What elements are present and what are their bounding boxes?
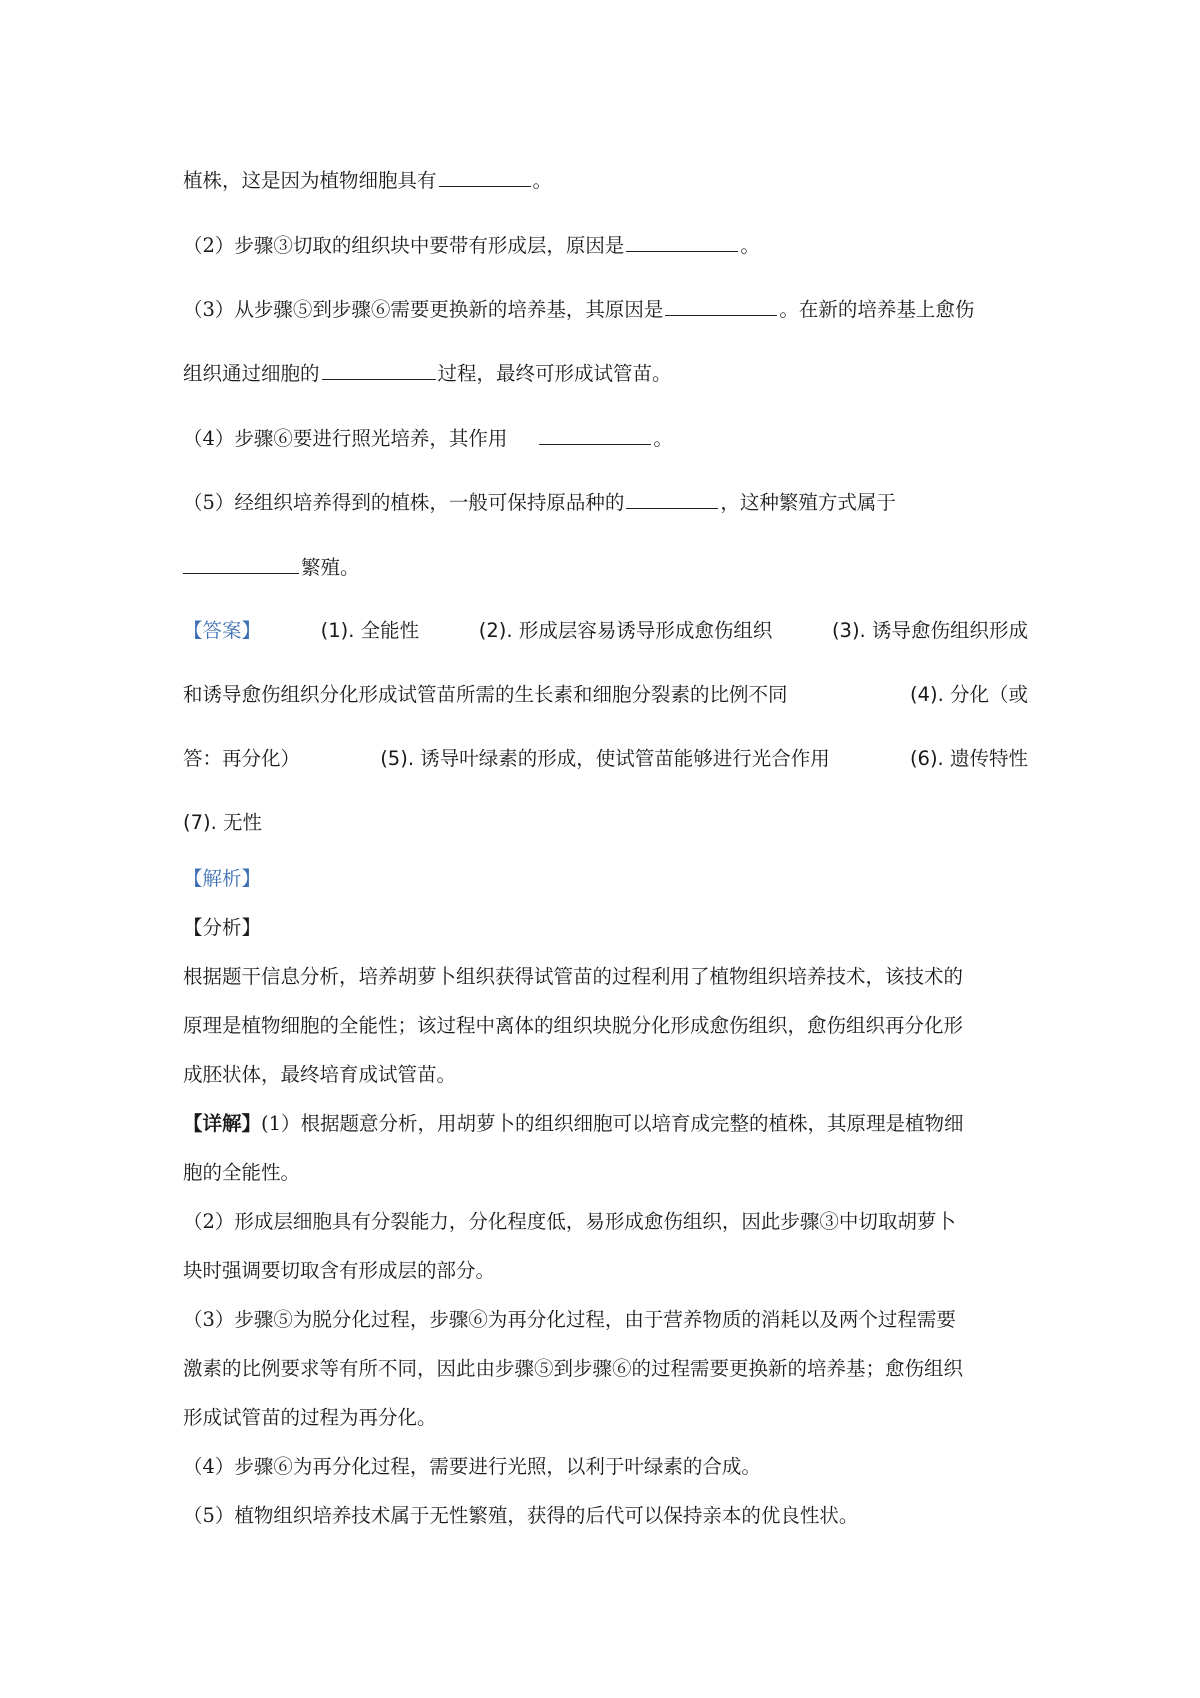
question-text: 组织通过细胞的 (183, 362, 320, 385)
analysis-tag: 【解析】 (183, 867, 262, 890)
xiangjie-line: 形成试管苗的过程为再分化。 (183, 1406, 437, 1429)
xiangjie-line: 胞的全能性。 (183, 1161, 301, 1184)
xiangjie-tag: 【详解】 (183, 1112, 262, 1135)
answer-blank (539, 424, 651, 445)
xiangjie-line: （3）步骤⑤为脱分化过程，步骤⑥为再分化过程，由于营养物质的消耗以及两个过程需要 (183, 1308, 956, 1331)
question-text: 。 (532, 169, 553, 192)
question-4 (183, 424, 1028, 453)
question-text: （3）从步骤⑤到步骤⑥需要更换新的培养基，其原因是 (183, 298, 664, 321)
question-5-line-2 (183, 553, 1028, 582)
question-3-line-2 (183, 359, 1028, 388)
xiangjie-first-line: 【详解】(1）根据题意分析，用胡萝卜的组织细胞可以培育成完整的植株，其原理是植物细 (183, 1112, 964, 1135)
question-text: ，这种繁殖方式属于 (720, 491, 896, 514)
answer-item-6: (6). 遗传特性 (909, 747, 1028, 770)
answer-blank (626, 488, 718, 509)
answer-item-7: (7). 无性 (183, 811, 263, 834)
answer-item-4: (4). 分化（或 (909, 683, 1028, 706)
question-text: 。在新的培养基上愈伤 (779, 298, 975, 321)
answer-blank (322, 359, 436, 380)
fenxi-tag: 【分析】 (183, 916, 262, 939)
question-text: 。 (653, 427, 673, 450)
answer-line-3 (183, 745, 1028, 773)
question-text: 繁殖。 (301, 556, 360, 579)
answer-item-3: (3). 诱导愈伤组织形成 (831, 619, 1028, 642)
fenxi-line: 原理是植物细胞的全能性；该过程中离体的组织块脱分化形成愈伤组织，愈伤组织再分化形 (183, 1014, 964, 1037)
answer-blank (626, 231, 738, 252)
xiangjie-line: 块时强调要切取含有形成层的部分。 (183, 1259, 496, 1282)
fenxi-line: 根据题干信息分析，培养胡萝卜组织获得试管苗的过程利用了植物组织培养技术，该技术的 (183, 965, 964, 988)
answer-text: 答：再分化） (183, 747, 301, 770)
answer-tag: 【答案】 (183, 619, 262, 642)
answer-item-2: (2). 形成层容易诱导形成愈伤组织 (478, 619, 773, 642)
answer-line-4 (183, 809, 1028, 837)
answer-item-1: (1). 全能性 (320, 619, 420, 642)
question-text: （5）经组织培养得到的植株，一般可保持原品种的 (183, 491, 625, 514)
question-5-line-1 (183, 488, 1028, 517)
analysis-heading (183, 865, 1028, 893)
xiangjie-line: （2）形成层细胞具有分裂能力，分化程度低，易形成愈伤组织，因此步骤③中切取胡萝卜 (183, 1210, 956, 1233)
xiangjie-line: （4）步骤⑥为再分化过程，需要进行光照，以利于叶绿素的合成。 (183, 1455, 761, 1478)
xiangjie-line: 激素的比例要求等有所不同，因此由步骤⑤到步骤⑥的过程需要更换新的培养基；愈伤组织 (183, 1357, 964, 1380)
answer-blank (183, 553, 299, 574)
question-text: 植株，这是因为植物细胞具有 (183, 169, 437, 192)
question-2 (183, 231, 1028, 260)
question-text: （2）步骤③切取的组织块中要带有形成层，原因是 (183, 234, 625, 257)
answer-blank (665, 295, 777, 316)
answer-item-5: (5). 诱导叶绿素的形成，使试管苗能够进行光合作用 (380, 747, 830, 770)
question-text: 。 (740, 234, 760, 257)
answer-line-1 (183, 617, 1028, 645)
fenxi-line: 成胚状体，最终培育成试管苗。 (183, 1063, 457, 1086)
answer-blank (439, 166, 531, 187)
answer-line-2 (183, 681, 1028, 709)
xiangjie-line: （5）植物组织培养技术属于无性繁殖，获得的后代可以保持亲本的优良性状。 (183, 1504, 859, 1527)
question-text: （4）步骤⑥要进行照光培养，其作用 (183, 427, 508, 450)
answer-text: 和诱导愈伤组织分化形成试管苗所需的生长素和细胞分裂素的比例不同 (183, 683, 788, 706)
question-3-line-1 (183, 295, 1028, 324)
question-1-tail (183, 166, 1028, 195)
question-text: 过程，最终可形成试管苗。 (437, 362, 672, 385)
fenxi-heading (183, 914, 1028, 942)
